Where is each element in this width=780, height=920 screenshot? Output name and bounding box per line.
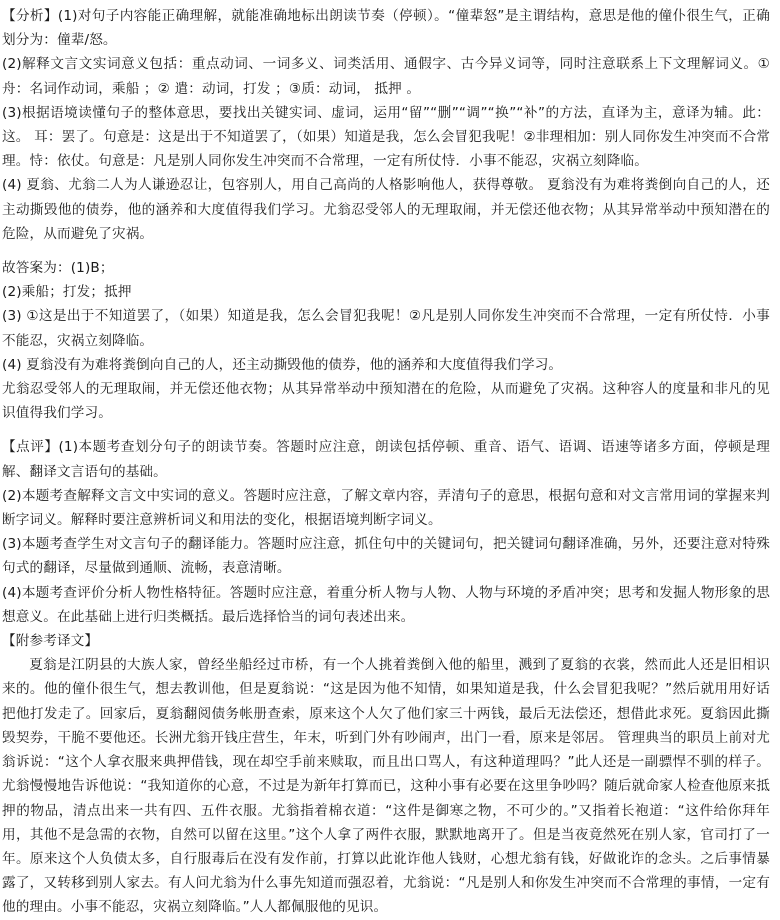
paragraph: (2)乘船；打发；抵押 bbox=[2, 284, 132, 301]
paragraph: (2)解释文言文实词意义包括：重点动词、一词多义、词类活用、通假字、古今异义词等，同时注意联系上下文理解词义。①舟：名词作动词，乘船 ；② 遣：动词，打发 ；③质：动词， 抵押 。 bbox=[2, 56, 770, 97]
paragraph: 尤翁忍受邻人的无理取闹，并无偿还他衣物；从其异常举动中预知潜在的危险，从而避免了灾祸。这种容人的度量和非凡的见识值得我们学习。 bbox=[2, 381, 770, 422]
paragraph: (4)本题考查评价分析人物性格特征。答题时应注意，着重分析人物与人物、人物与环境的矛盾冲突；思考和发掘人物形象的思想意义。在此基础上进行归类概括。最后选择恰当的词句表述出来。 bbox=[2, 584, 770, 625]
paragraph: (3)根据语境读懂句子的整体意思，要找出关键实词、虚词，运用“留”“删”“调”“换”“补”的方法，直译为主，意译为辅。此：这。 耳：罢了。句意是：这是出于不知道罢了，（如果）知道是我，怎么会冒犯我呢！②非理相加：别人同你发生冲突而不合常理。恃：依仗。句意是：凡是别人同你发生冲突而不合常理，一定有所仗恃．小事不能忍，灾祸立刻降临。 bbox=[2, 104, 770, 170]
paragraph: 故答案为：(1)B； bbox=[2, 260, 114, 277]
paragraph: (3) ①这是出于不知道罢了，（如果）知道是我，怎么会冒犯我呢！②凡是别人同你发生冲突而不合常理，一定有所仗恃．小事不能忍，灾祸立刻降临。 bbox=[2, 308, 770, 349]
paragraph: (4) 夏翁、尤翁二人为人谦逊忍让，包容别人，用自己高尚的人格影响他人，获得尊敬。 夏翁没有为难将粪倒向自己的人，还主动撕毁他的债券，他的涵养和大度值得我们学习。尤翁忍受邻人的无理取闹，并无偿还他衣物；从其异常举动中预知潜在的危险，从而避免了灾祸。 bbox=[2, 177, 770, 242]
paragraph: (3)本题考查学生对文言句子的翻译能力。答题时应注意，抓住句中的关键词句，把关键词句翻译准确，另外，还要注意对特殊句式的翻译，尽量做到通顺、流畅，表意清晰。 bbox=[2, 536, 770, 577]
paragraph-gap bbox=[2, 425, 770, 435]
paragraph: 【分析】(1)对句子内容能正确理解，就能准确地标出朗读节奏（停顿）。“僮辈怒”是主谓结构，意思是他的僮仆很生气，正确划分为：僮辈/怒。 bbox=[2, 8, 770, 49]
paragraph-gap bbox=[2, 246, 770, 256]
paragraph: 夏翁是江阴县的大族人家，曾经坐船经过市桥，有一个人挑着粪倒入他的船里，溅到了夏翁的衣裳，然而此人还是旧相识来的。他的僮仆很生气，想去教训他，但是夏翁说：“这是因为他不知情，如果知道是我，什么会冒犯我呢？”然后就用用好话把他打发走了。回家后，夏翁翻阅债务帐册查索，原来这个人欠了他们家三十两钱，最后无法偿还，想借此求死。夏翁因此撕毁契券，干脆不要他还。长洲尤翁开钱庄营生，年末，听到门外有吵闹声，出门一看，原来是邻居。 管理典当的职员上前对尤翁诉说：“这个人拿衣服来典押借钱，现在却空手前来赎取，而且出口骂人，有这种道理吗？”此人还是一副骠悍不驯的样子。 尤翁慢慢地告诉他说：“我知道你的心意，不过是为新年打算而已，这种小事有必要在这里争吵吗？随后就命家人检查他原来抵押的物品，清点出来一共有四、五件衣服。尤翁指着棉衣道：“这件是御寒之物，不可少的。”又指着长袍道：“这件给你拜年用，其他不是急需的衣物，自然可以留在这里。”这个人拿了两件衣服，默默地离开了。但是当夜竟然死在别人家，官司打了一年。原来这个人负债太多，自行服毒后在没有发作前，打算以此讹诈他人钱财，心想尤翁有钱，好做讹诈的念头。之后事情暴露了，又转移到别人家去。有人问尤翁为什么事先知道而强忍着，尤翁说：“凡是别人和你发生冲突而不合常理的事情，一定有他的理由。小事不能忍，灾祸立刻降临。”人人都佩服他的见识。 bbox=[2, 657, 770, 916]
paragraph: 【点评】(1)本题考查划分句子的朗读节奏。答题时应注意，朗读包括停顿、重音、语气、语调、语速等诸多方面，停顿是理解、翻译文言语句的基础。 bbox=[2, 439, 770, 480]
paragraph: (2)本题考查解释文言文中实词的意义。答题时应注意，了解文章内容，弄清句子的意思，根据句意和对文言常用词的掌握来判断字词义。解释时要注意辨析词义和用法的变化，根据语境判断字词义。 bbox=[2, 487, 770, 529]
paragraph: (4) 夏翁没有为难将粪倒向自己的人，还主动撕毁他的债券，他的涵养和大度值得我们学习。 bbox=[2, 356, 563, 373]
paragraph: 【附参考译文】 bbox=[2, 633, 99, 650]
